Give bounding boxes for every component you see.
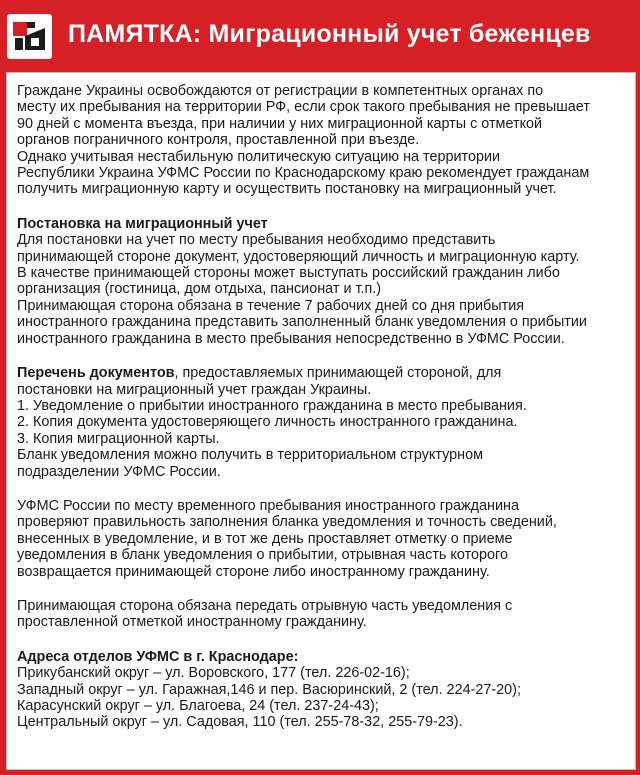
registration-paragraph-3: Принимающая сторона обязана в течение 7 рабочих дней со дня прибытия иностранного гражданина представить заполненный бланк уведомления о прибытии иностранного гражданина в место пребывания непосредственно в УФМС России.: [17, 297, 587, 347]
documents-heading-bold: Перечень документов: [17, 365, 175, 382]
address-item-3: Карасунский округ – ул. Благоева, 24 (тел. 237-24-43);: [17, 698, 379, 714]
addresses-heading: Адреса отделов УФМС в г. Краснодаре:: [17, 648, 299, 665]
documents-item-2: 2. Копия документа удостоверяющего личность иностранного гражданина.: [17, 414, 518, 431]
memo-content: [17, 83, 617, 731]
intro-paragraph-2: Однако учитывая нестабильную политическую ситуацию на территории Республики Украина УФМС России по Краснодарскому краю рекомендует гражданам получить миграционную карту и осуществить постановку на миграционный учет.: [17, 148, 590, 198]
documents-heading-rest: , предоставляемых принимающей стороной, для постановки на миграционный учет граждан Украины.: [17, 365, 502, 398]
documents-item-1: 1. Уведомление о прибытии иностранного гражданина в место пребывания.: [17, 397, 527, 414]
registration-paragraph-2: В качестве принимающей стороны может выступать российский гражданин либо организация (гостиница, дом отдыха, пансионат и т.п.): [17, 265, 560, 298]
registration-heading: Постановка на миграционный учет: [17, 215, 268, 232]
page-title: ПАМЯТКА: Миграционный учет беженцев: [68, 20, 591, 48]
procedure-paragraph-2: Принимающая сторона обязана передать отрывную часть уведомления с проставленной отметкой иностранному гражданину.: [17, 597, 513, 631]
address-item-1: Прикубанский округ – ул. Воровского, 177 (тел. 226-02-16);: [17, 665, 410, 682]
intro-paragraph-1: Граждане Украины освобождаются от регистрации в компетентных органах по месту их пребывания на территории РФ, если срок такого пребывания не превышает 90 дней с момента въезда, при наличии у них миграционной карты с отметкой органов пограничного контроля, проставленной при въезде.: [17, 83, 590, 149]
registration-paragraph-1: Для постановки на учет по месту пребывания необходимо представить принимающей стороне документ, удостоверяющий личность и миграционную карту.: [17, 232, 580, 265]
header-bar: [0, 0, 640, 72]
address-item-4: Центральный округ – ул. Садовая, 110 (тел. 255-78-32, 255-79-23).: [17, 714, 463, 731]
ufms-emblem-icon: [7, 14, 52, 59]
documents-note: Бланк уведомления можно получить в территориальном структурном подразделении УФМС России.: [17, 447, 484, 480]
documents-heading: [17, 365, 617, 398]
memo-panel: [6, 72, 636, 770]
address-item-2: Западный округ – ул. Гаражная,146 и пер. Васюринский, 2 (тел. 224-27-20);: [17, 681, 521, 698]
procedure-paragraph-1: УФМС России по месту временного пребывания иностранного гражданина проверяют правильность заполнения бланка уведомления и точность сведений, внесенных в уведомление, и в тот же день проставляет отметку о приеме уведомления в бланк уведомления о прибытии, отрывная часть которого возвращается принимающей стороне либо иностранному гражданину.: [17, 497, 557, 580]
documents-item-3: 3. Копия миграционной карты.: [17, 430, 220, 447]
